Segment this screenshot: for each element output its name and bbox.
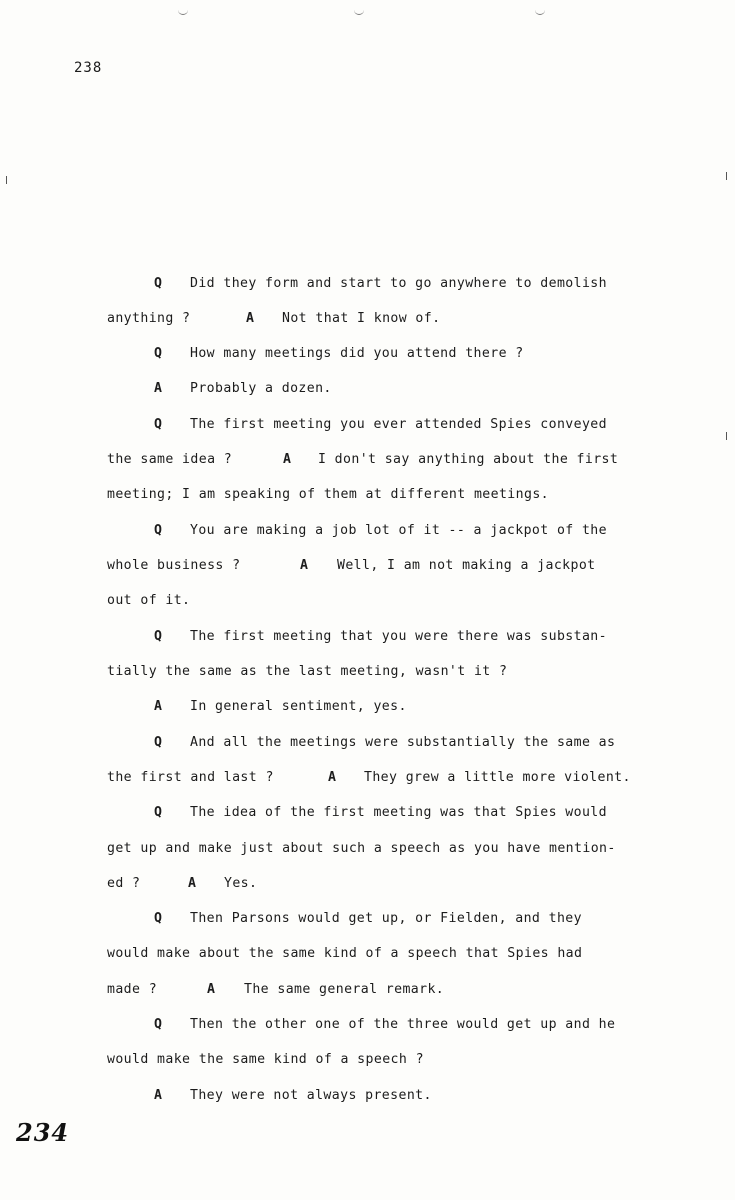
transcript-line: out of it. xyxy=(107,593,191,608)
transcript-line: Yes. xyxy=(224,876,258,891)
transcript-line: Then Parsons would get up, or Fielden, and they xyxy=(190,911,582,926)
transcript-line: The idea of the first meeting was that Spies would xyxy=(190,805,607,820)
transcript-line: They grew a little more violent. xyxy=(364,770,631,785)
transcript-line: In general sentiment, yes. xyxy=(190,699,407,714)
transcript-line: They were not always present. xyxy=(190,1088,432,1103)
transcript-line: Well, I am not making a jackpot xyxy=(337,558,596,573)
question-marker: Q xyxy=(154,1017,163,1032)
answer-marker: A xyxy=(188,876,197,891)
transcript-line: Probably a dozen. xyxy=(190,381,332,396)
transcript-line: meeting; I am speaking of them at different meetings. xyxy=(107,487,549,502)
handwritten-page-number: 234 xyxy=(16,1118,70,1147)
transcript-line: And all the meetings were substantially the same as xyxy=(190,735,616,750)
transcript-line: the same idea ? xyxy=(107,452,233,467)
transcript-line: made ? xyxy=(107,982,158,997)
answer-marker: A xyxy=(154,699,163,714)
edge-mark xyxy=(726,172,727,180)
transcript-line: would make about the same kind of a speech that Spies had xyxy=(107,946,583,961)
answer-marker: A xyxy=(246,311,255,326)
transcript-line: would make the same kind of a speech ? xyxy=(107,1052,424,1067)
transcript-line: Not that I know of. xyxy=(282,311,441,326)
transcript-line: You are making a job lot of it -- a jackpot of the xyxy=(190,523,607,538)
punch-hole-mark xyxy=(535,6,545,15)
transcript-line: I don't say anything about the first xyxy=(318,452,619,467)
punch-hole-mark xyxy=(354,6,364,15)
question-marker: Q xyxy=(154,417,163,432)
transcript-line: get up and make just about such a speech as you have mention- xyxy=(107,841,616,856)
transcript-line: The first meeting you ever attended Spies conveyed xyxy=(190,417,607,432)
answer-marker: A xyxy=(154,1088,163,1103)
answer-marker: A xyxy=(207,982,216,997)
edge-mark xyxy=(726,432,727,440)
question-marker: Q xyxy=(154,911,163,926)
question-marker: Q xyxy=(154,805,163,820)
question-marker: Q xyxy=(154,523,163,538)
answer-marker: A xyxy=(154,381,163,396)
punch-hole-mark xyxy=(178,6,188,15)
transcript-line: tially the same as the last meeting, wasn't it ? xyxy=(107,664,508,679)
transcript-line: The first meeting that you were there was substan- xyxy=(190,629,607,644)
edge-mark xyxy=(6,176,7,184)
transcript-line: ed ? xyxy=(107,876,141,891)
transcript-line: anything ? xyxy=(107,311,191,326)
answer-marker: A xyxy=(328,770,337,785)
answer-marker: A xyxy=(300,558,309,573)
transcript-line: Did they form and start to go anywhere to demolish xyxy=(190,276,607,291)
page-number: 238 xyxy=(74,60,103,76)
transcript-line: The same general remark. xyxy=(244,982,445,997)
question-marker: Q xyxy=(154,276,163,291)
transcript-line: the first and last ? xyxy=(107,770,274,785)
question-marker: Q xyxy=(154,735,163,750)
question-marker: Q xyxy=(154,346,163,361)
question-marker: Q xyxy=(154,629,163,644)
transcript-line: Then the other one of the three would get up and he xyxy=(190,1017,616,1032)
transcript-line: How many meetings did you attend there ? xyxy=(190,346,524,361)
answer-marker: A xyxy=(283,452,292,467)
transcript-line: whole business ? xyxy=(107,558,241,573)
